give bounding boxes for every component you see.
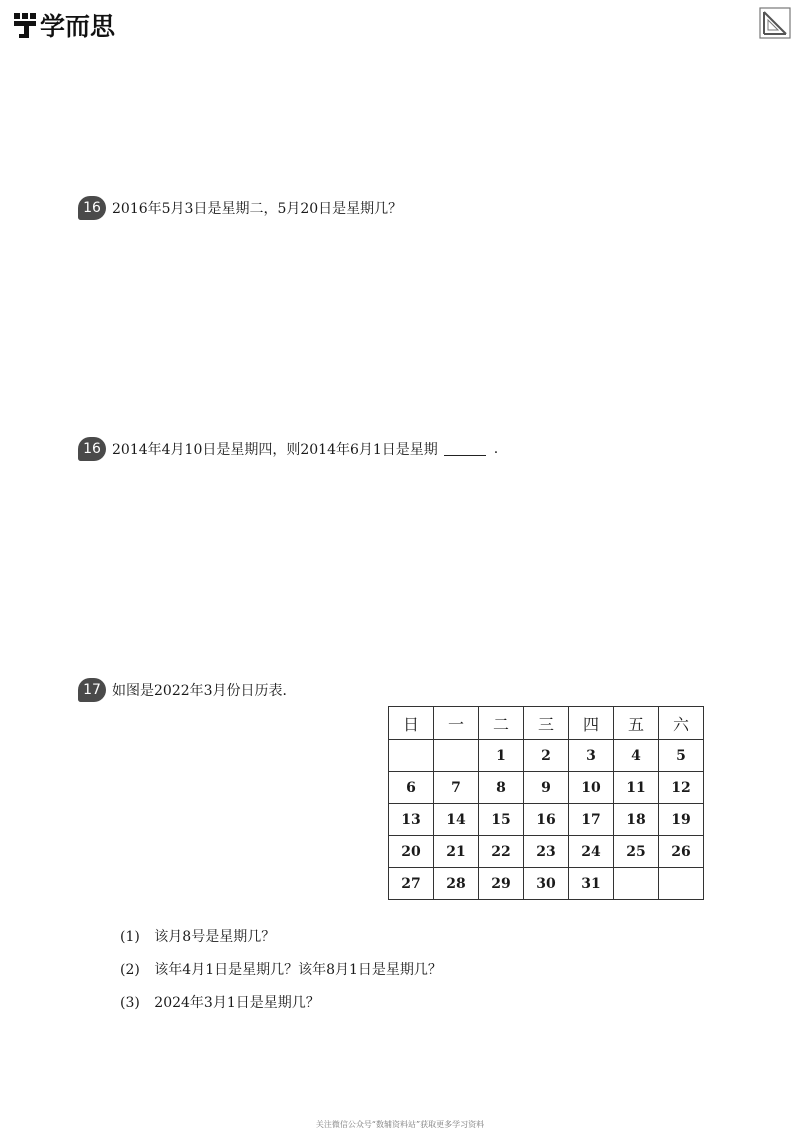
weekday-header: 二	[479, 707, 524, 740]
calendar-day-cell: 29	[479, 868, 524, 900]
set-square-ruler-icon	[758, 6, 792, 40]
calendar-day-cell: 30	[524, 868, 569, 900]
calendar-day-cell: 19	[659, 804, 704, 836]
calendar-day-cell: 21	[434, 836, 479, 868]
calendar-week-row	[389, 804, 704, 836]
calendar-day-cell: 15	[479, 804, 524, 836]
calendar-day-cell: 2	[524, 740, 569, 772]
subquestion-3	[120, 992, 320, 1012]
calendar-day-cell: 7	[434, 772, 479, 804]
calendar-day-cell: 5	[659, 740, 704, 772]
weekday-header: 一	[434, 707, 479, 740]
calendar-week-row	[389, 772, 704, 804]
logo-text: 学而思	[40, 12, 116, 41]
footer-note: 关注微信公众号“数辅资料站”获取更多学习资料	[315, 1120, 485, 1129]
calendar-week-row	[389, 740, 704, 772]
calendar-week-row	[389, 836, 704, 868]
question-1	[78, 196, 402, 220]
subquestion-label: (3)	[120, 995, 140, 1011]
weekday-header: 日	[389, 707, 434, 740]
calendar-day-cell: 14	[434, 804, 479, 836]
weekday-header: 六	[659, 707, 704, 740]
answer-blank[interactable]	[444, 443, 486, 456]
subquestion-label: (1)	[120, 929, 140, 945]
calendar-day-cell	[434, 740, 479, 772]
calendar-day-cell: 4	[614, 740, 659, 772]
calendar-day-cell: 9	[524, 772, 569, 804]
calendar-table	[388, 706, 704, 900]
calendar-day-cell: 28	[434, 868, 479, 900]
calendar-day-cell: 10	[569, 772, 614, 804]
calendar-day-cell: 8	[479, 772, 524, 804]
calendar-day-cell: 22	[479, 836, 524, 868]
question-text: 2016年5月3日是星期二，5月20日是星期几？	[112, 201, 403, 217]
weekday-header: 四	[569, 707, 614, 740]
calendar-day-cell: 25	[614, 836, 659, 868]
calendar-day-cell	[389, 740, 434, 772]
subquestion-text: 该月8号是星期几？	[154, 929, 276, 945]
calendar-day-cell	[614, 868, 659, 900]
question-suffix: .	[493, 441, 499, 457]
weekday-header: 五	[614, 707, 659, 740]
calendar-day-cell: 18	[614, 804, 659, 836]
calendar-day-cell: 3	[569, 740, 614, 772]
calendar-day-cell: 13	[389, 804, 434, 836]
subquestion-1	[120, 926, 275, 946]
calendar-day-cell: 11	[614, 772, 659, 804]
question-number-badge: 17	[78, 678, 106, 702]
calendar-day-cell: 1	[479, 740, 524, 772]
subquestion-2	[120, 959, 442, 979]
subquestion-text: 2024年3月1日是星期几？	[154, 995, 320, 1011]
question-3	[78, 678, 297, 702]
calendar-day-cell: 26	[659, 836, 704, 868]
weekday-header: 三	[524, 707, 569, 740]
calendar-day-cell: 23	[524, 836, 569, 868]
calendar-week-row	[389, 868, 704, 900]
subquestion-label: (2)	[120, 962, 140, 978]
calendar-day-cell: 24	[569, 836, 614, 868]
subquestion-text: 该年4月1日是星期几？该年8月1日是星期几？	[154, 962, 442, 978]
calendar-day-cell: 16	[524, 804, 569, 836]
calendar-day-cell	[659, 868, 704, 900]
calendar-day-cell: 27	[389, 868, 434, 900]
calendar-day-cell: 17	[569, 804, 614, 836]
question-text: 如图是2022年3月份日历表．	[112, 683, 297, 699]
question-number-badge: 16	[78, 437, 106, 461]
logo-mark-icon	[12, 10, 38, 40]
calendar-day-cell: 31	[569, 868, 614, 900]
calendar-day-cell: 20	[389, 836, 434, 868]
calendar-day-cell: 6	[389, 772, 434, 804]
question-number-badge: 16	[78, 196, 106, 220]
question-2	[78, 437, 498, 461]
calendar-day-cell: 12	[659, 772, 704, 804]
calendar-header-row	[389, 707, 704, 740]
brand-logo	[12, 8, 115, 42]
question-text: 2014年4月10日是星期四，则2014年6月1日是星期	[112, 442, 438, 458]
